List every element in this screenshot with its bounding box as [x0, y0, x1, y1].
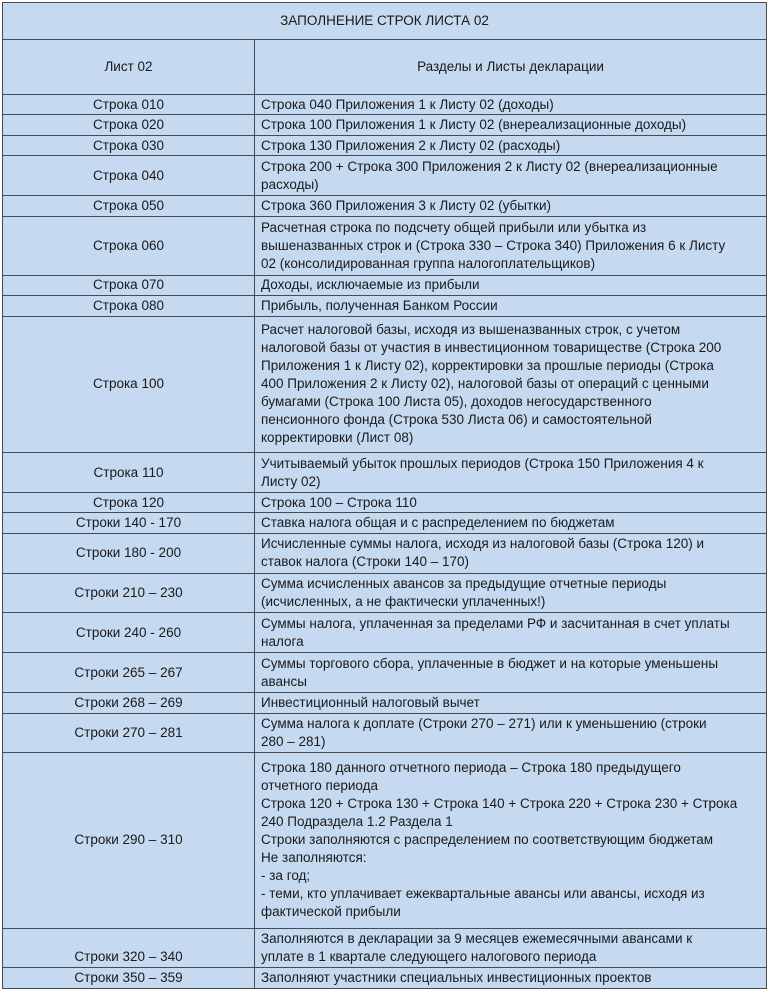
table-row: [3, 316, 767, 453]
description-line: - за год;: [261, 868, 311, 884]
row-description: [255, 968, 767, 989]
table-row: [3, 196, 767, 216]
row-description: [255, 216, 767, 275]
row-description: [255, 453, 767, 493]
description-line: 240 Подраздела 1.2 Раздела 1: [261, 814, 453, 830]
description-line: уплате в 1 квартале следующего налогового периода: [261, 949, 597, 965]
description-line: Строки заполняются с распределением по соответствующим бюджетам: [261, 832, 714, 848]
table-row: [3, 713, 767, 753]
description-line: Листу 02): [261, 473, 321, 489]
row-line-code: Строки 270 – 281: [3, 713, 255, 753]
table-row: [3, 275, 767, 295]
row-description: [255, 693, 767, 713]
row-description: [255, 653, 767, 693]
description-line: Доходы, исключаемые из прибыли: [261, 277, 480, 293]
description-line: корректировки (Лист 08): [261, 430, 414, 446]
table-row: [3, 968, 767, 989]
row-line-code: Строка 060: [3, 216, 255, 275]
description-line: 280 – 281): [261, 733, 326, 749]
description-line: фактической прибыли: [261, 904, 401, 920]
description-line: Приложения 1 к Листу 02), корректировки за прошлые периоды (Строка: [261, 358, 714, 374]
row-line-code: Строка 070: [3, 275, 255, 295]
row-description: [255, 713, 767, 753]
description-line: Ставка налога общая и с распределением по бюджетам: [261, 515, 615, 531]
table-row: [3, 533, 767, 573]
description-line: расходы): [261, 176, 319, 192]
row-line-code: Строка 030: [3, 135, 255, 155]
row-line-code: Строки 320 – 340: [3, 928, 255, 968]
description-line: налоговой базы от участия в инвестиционном товариществе (Строка 200: [261, 340, 722, 356]
description-line: Строка 100 Приложения 1 к Листу 02 (внереализационные доходы): [261, 117, 687, 133]
row-line-code: Строки 240 - 260: [3, 613, 255, 653]
description-line: бумагами (Строка 100 Листа 05), доходов негосударственного: [261, 394, 652, 410]
table-row: [3, 115, 767, 135]
header-sections: Разделы и Листы декларации: [255, 40, 767, 95]
description-line: 400 Приложения 2 к Листу 02), налоговой базы от операций с ценными: [261, 376, 709, 392]
row-description: [255, 928, 767, 968]
description-line: Расчет налоговой базы, исходя из вышеназванных строк, с учетом: [261, 322, 681, 338]
row-line-code: Строка 120: [3, 493, 255, 513]
description-line: Строка 200 + Строка 300 Приложения 2 к Листу 02 (внереализационные: [261, 158, 718, 174]
table-row: [3, 296, 767, 316]
row-description: [255, 613, 767, 653]
row-line-code: Строки 180 - 200: [3, 533, 255, 573]
row-description: [255, 135, 767, 155]
table-row: [3, 95, 767, 115]
description-line: Строка 040 Приложения 1 к Листу 02 (доходы): [261, 96, 554, 112]
row-line-code: Строки 210 – 230: [3, 573, 255, 613]
row-description: [255, 533, 767, 573]
row-line-code: Строка 100: [3, 316, 255, 453]
description-line: Инвестиционный налоговый вычет: [261, 694, 480, 710]
description-line: Заполняют участники специальных инвестиционных проектов: [261, 970, 652, 986]
description-line: Заполняются в декларации за 9 месяцев ежемесячными авансами к: [261, 931, 693, 947]
description-line: Сумма исчисленных авансов за предыдущие отчетные периоды: [261, 576, 667, 592]
description-line: авансы: [261, 673, 307, 689]
title-row: [3, 3, 767, 40]
row-description: [255, 275, 767, 295]
row-line-code: Строки 140 - 170: [3, 513, 255, 533]
description-line: Исчисленные суммы налога, исходя из налоговой базы (Строка 120) и: [261, 536, 705, 552]
description-line: отчетного периода: [261, 778, 378, 794]
table-row: [3, 493, 767, 513]
row-description: [255, 115, 767, 135]
description-line: налога: [261, 633, 304, 649]
row-line-code: Строки 268 – 269: [3, 693, 255, 713]
row-line-code: Строка 080: [3, 296, 255, 316]
description-line: пенсионного фонда (Строка 530 Листа 06) и самостоятельной: [261, 412, 652, 428]
table-row: [3, 653, 767, 693]
description-line: Строка 130 Приложения 2 к Листу 02 (расходы): [261, 137, 561, 153]
description-line: Расчетная строка по подсчету общей прибыли или убытка из: [261, 219, 647, 235]
row-line-code: Строки 290 – 310: [3, 753, 255, 928]
description-line: (исчисленных, а не фактически уплаченных!): [261, 594, 546, 610]
table-row: [3, 573, 767, 613]
row-description: [255, 296, 767, 316]
table-row: [3, 453, 767, 493]
description-line: - теми, кто уплачивает ежеквартальные авансы или авансы, исходя из: [261, 886, 705, 902]
header-sheet: Лист 02: [3, 40, 255, 95]
row-line-code: Строка 040: [3, 156, 255, 196]
table-row: [3, 613, 767, 653]
header-row: [3, 40, 767, 95]
description-line: вышеназванных строк и (Строка 330 – Строка 340) Приложения 6 к Листу: [261, 237, 726, 253]
description-line: Прибыль, полученная Банком России: [261, 297, 498, 313]
row-description: [255, 95, 767, 115]
row-line-code: Строка 110: [3, 453, 255, 493]
row-description: [255, 513, 767, 533]
declaration-table: [2, 2, 767, 989]
row-line-code: Строки 265 – 267: [3, 653, 255, 693]
description-line: Сумма налога к доплате (Строки 270 – 271) или к уменьшению (строки: [261, 715, 707, 731]
description-line: Строка 180 данного отчетного периода – Строка 180 предыдущего: [261, 760, 681, 776]
row-line-code: Строка 050: [3, 196, 255, 216]
row-line-code: Строки 350 – 359: [3, 968, 255, 989]
table-row: [3, 513, 767, 533]
description-line: Строка 100 – Строка 110: [261, 494, 417, 510]
table-row: [3, 693, 767, 713]
table-title: ЗАПОЛНЕНИЕ СТРОК ЛИСТА 02: [3, 3, 767, 40]
table-row: [3, 753, 767, 928]
description-line: ставок налога (Строки 140 – 170): [261, 554, 470, 570]
row-description: [255, 493, 767, 513]
row-description: [255, 316, 767, 453]
description-line: Суммы торгового сбора, уплаченные в бюджет и на которые уменьшены: [261, 655, 719, 671]
table-row: [3, 156, 767, 196]
description-line: Суммы налога, уплаченная за пределами РФ и засчитанная в счет уплаты: [261, 615, 730, 631]
table-row: [3, 928, 767, 968]
table-row: [3, 216, 767, 275]
row-line-code: Строка 010: [3, 95, 255, 115]
row-description: [255, 573, 767, 613]
row-description: [255, 753, 767, 928]
description-line: Учитываемый убыток прошлых периодов (Строка 150 Приложения 4 к: [261, 455, 704, 471]
description-line: Строка 120 + Строка 130 + Строка 140 + Строка 220 + Строка 230 + Строка: [261, 796, 738, 812]
description-line: 02 (консолидированная группа налогоплательщиков): [261, 255, 596, 271]
table-body: [3, 3, 767, 989]
description-line: Строка 360 Приложения 3 к Листу 02 (убытки): [261, 197, 552, 213]
row-line-code: Строка 020: [3, 115, 255, 135]
table-row: [3, 135, 767, 155]
description-line: Не заполняются:: [261, 850, 367, 866]
row-description: [255, 156, 767, 196]
row-description: [255, 196, 767, 216]
